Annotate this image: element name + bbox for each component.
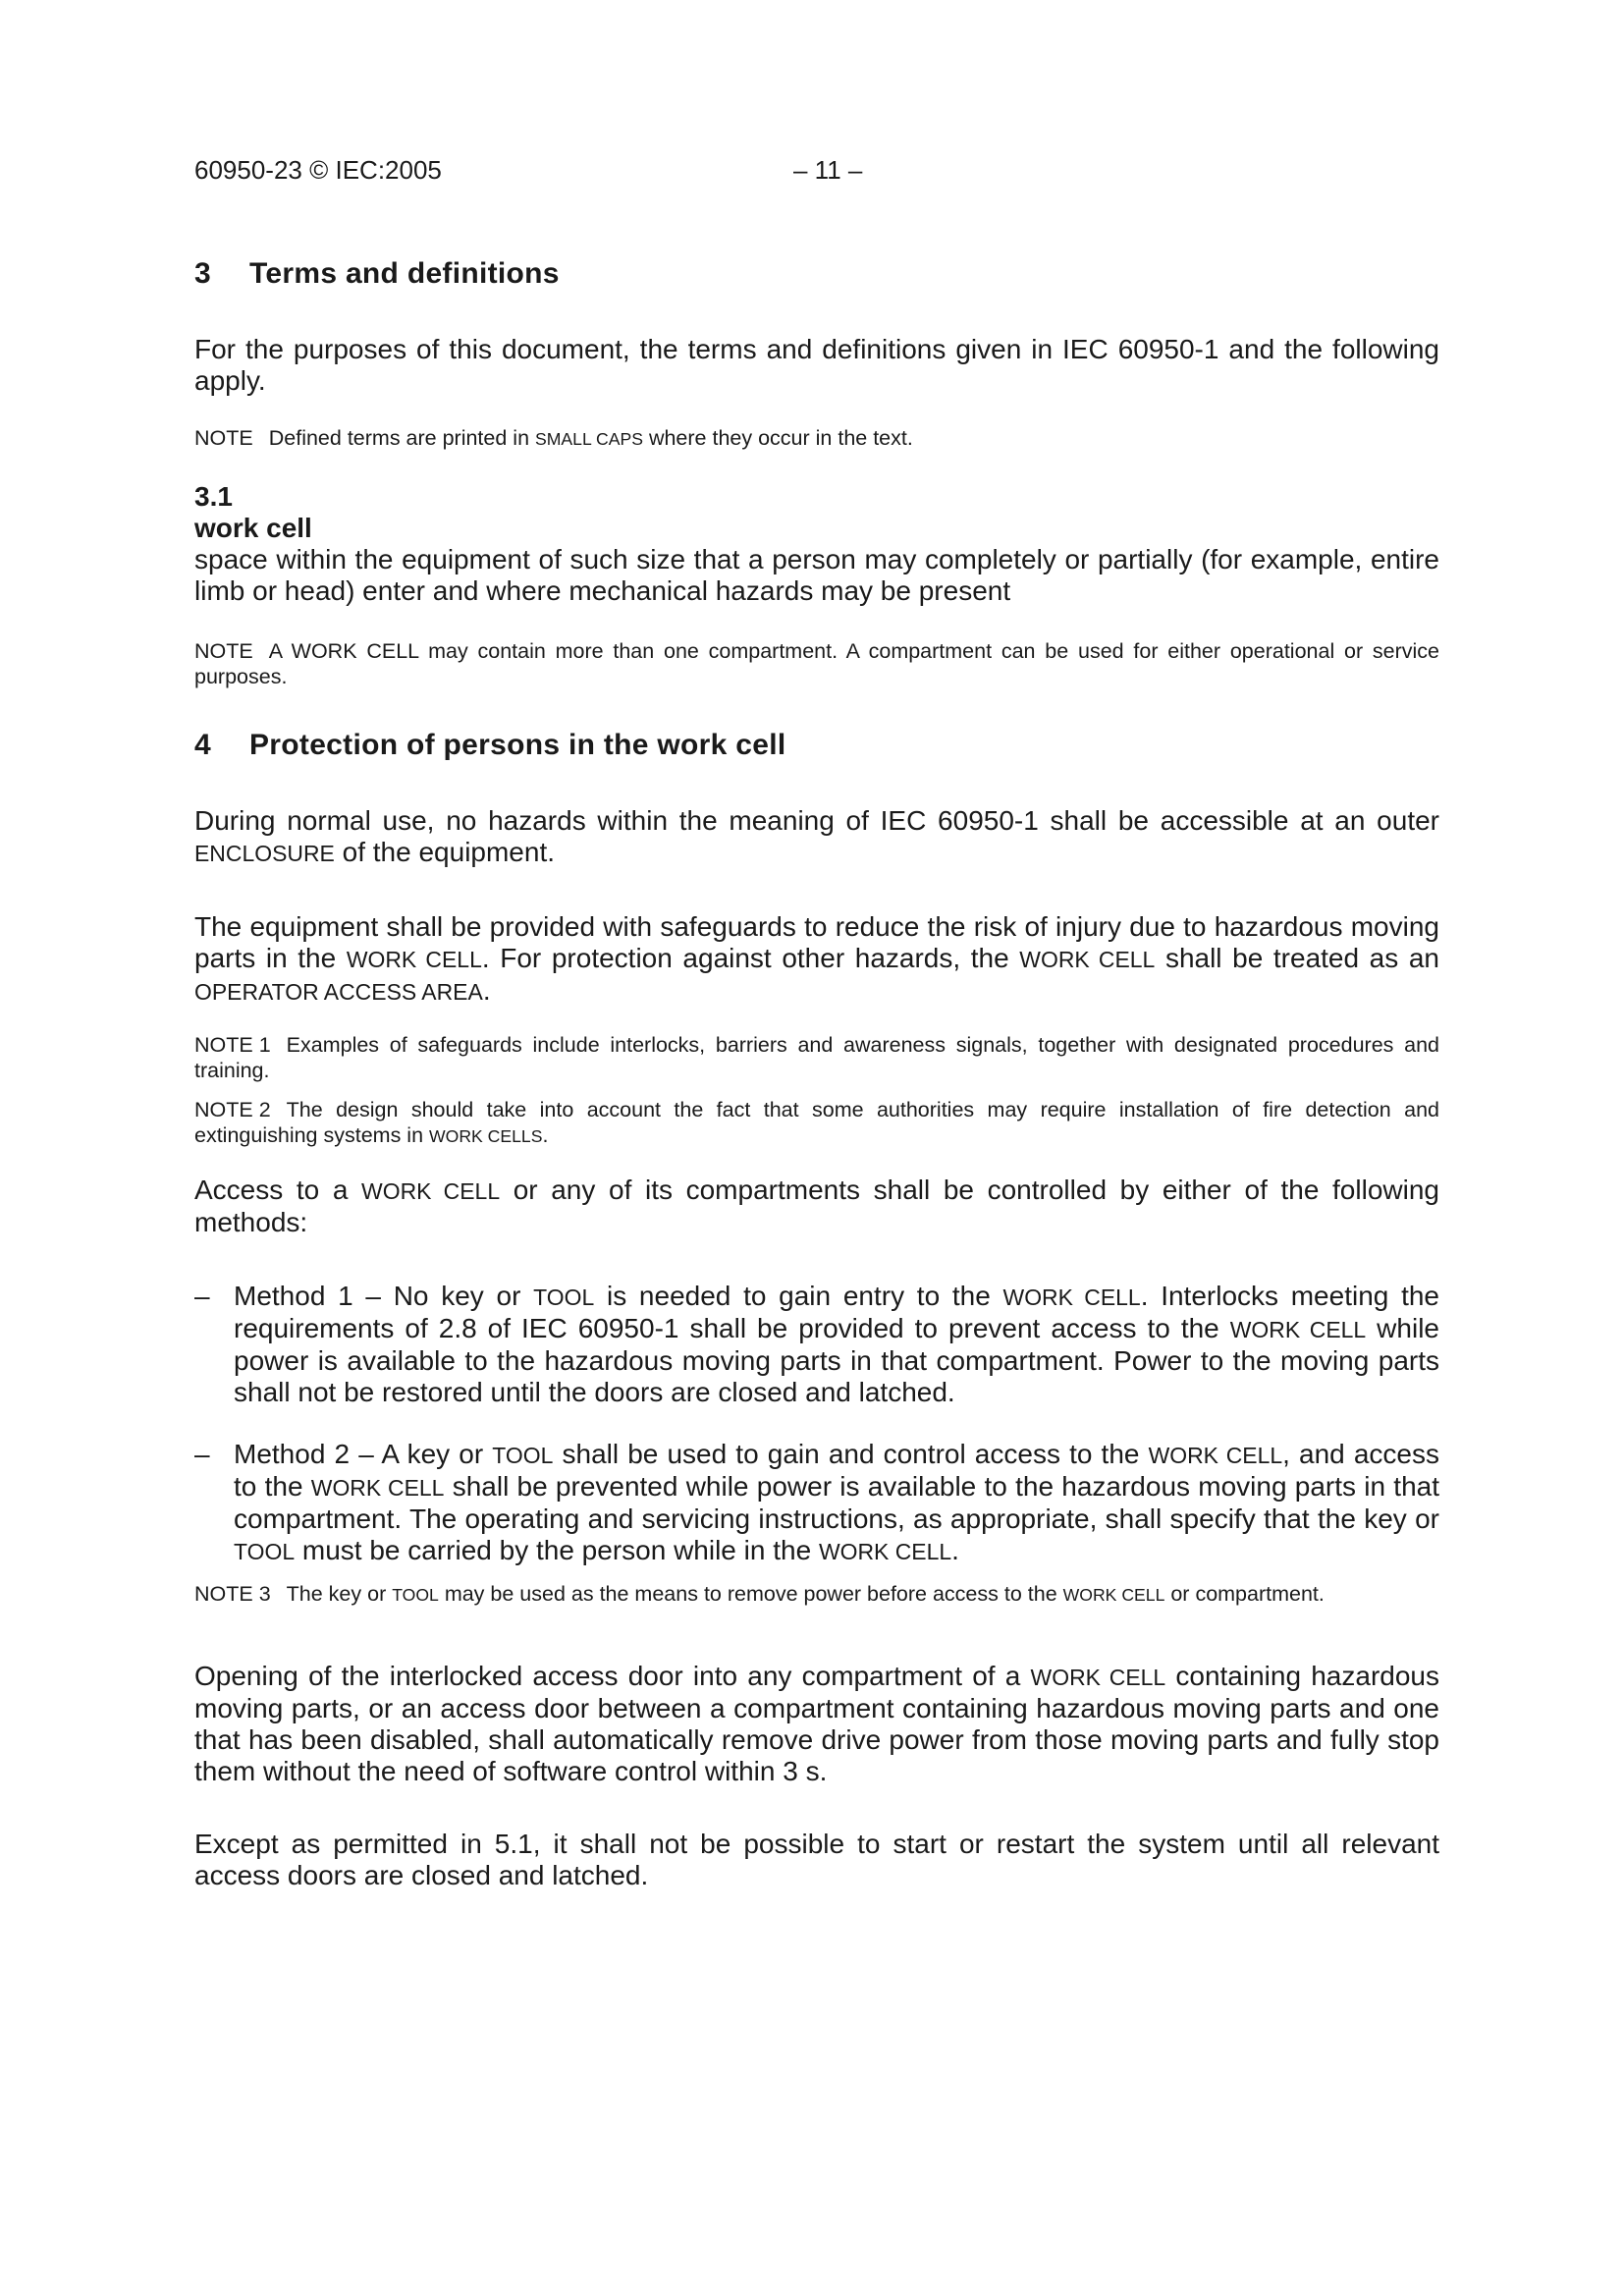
section-4-heading (194, 729, 1439, 762)
defined-term: TOOL (234, 1539, 296, 1564)
section-number: 4 (194, 729, 211, 761)
note-label: NOTE 2 (194, 1098, 271, 1121)
defined-term: TOOL (492, 1443, 554, 1468)
section-3-heading (194, 257, 1439, 291)
defined-term: WORK CELL (1229, 1317, 1367, 1342)
defined-term: WORK CELL (1019, 947, 1156, 972)
section-number: 3 (194, 257, 211, 290)
defined-term: TOOL (392, 1585, 439, 1605)
section-4-para-4: Opening of the interlocked access door into any compartment of a WORK CELL containing hazardous moving parts, or an access door between a compartment containing hazardous moving parts and one that has been disabled, shall automatically remove drive power from those moving parts and fully stop them without the need of software control within 3 s. (194, 1661, 1439, 1786)
section-3-intro: For the purposes of this document, the terms and definitions given in IEC 60950-1 and the following apply. (194, 334, 1439, 396)
defined-term: WORK CELL (1148, 1443, 1283, 1468)
defined-term: ENCLOSURE (194, 841, 335, 866)
section-4-note-3: NOTE 3 The key or TOOL may be used as the means to remove power before access to the WORK CELL or compartment. (194, 1582, 1325, 1606)
note-label: NOTE (194, 426, 253, 450)
defined-term: WORK CELL (1002, 1285, 1141, 1310)
term-definition: space within the equipment of such size that a person may completely or partially (for example, entire limb or head) enter and where mechanical hazards may be present (194, 544, 1439, 606)
section-4-para-2: The equipment shall be provided with safeguards to reduce the risk of injury due to hazardous moving parts in the WORK CELL. For protection against other hazards, the WORK CELL shall be treated as an OPERATOR ACCESS AREA. (194, 911, 1440, 1006)
section-3-note: NOTE Defined terms are printed in SMALL CAPS where they occur in the text. (194, 426, 913, 450)
defined-term: WORK CELL (1030, 1665, 1166, 1690)
defined-term: TOOL (533, 1285, 595, 1310)
section-4-note-2: NOTE 2 The design should take into account the fact that some authorities may require installation of fire detection and extinguishing systems in WORK CELLS. (194, 1098, 1439, 1147)
page-number: – 11 – (793, 155, 863, 185)
defined-term: OPERATOR ACCESS AREA (194, 979, 483, 1005)
method-1-text: Method 1 – No key or TOOL is needed to gain entry to the WORK CELL. Interlocks meeting the requirements of 2.8 of IEC 60950-1 shall be provided to prevent access to the WORK CELL while power is available to the hazardous moving parts in that compartment. Power to the moving parts shall not be restored until the doors are closed and latched. (234, 1281, 1440, 1407)
term-name: work cell (194, 513, 312, 543)
note-label: NOTE 3 (194, 1582, 271, 1606)
section-4-para-1: During normal use, no hazards within the meaning of IEC 60950-1 shall be accessible at an outer ENCLOSURE of the equipment. (194, 805, 1439, 867)
section-4-note-1: NOTE 1 Examples of safeguards include interlocks, barriers and awareness signals, together with designated procedures and training. (194, 1033, 1439, 1082)
method-2-text: Method 2 – A key or TOOL shall be used to gain and control access to the WORK CELL, and access to the WORK CELL shall be prevented while power is available to the hazardous moving parts in that compartment. The operating and servicing instructions, as appropriate, shall specify that the key or TOOL must be carried by the person while in the WORK CELL. (234, 1439, 1440, 1565)
list-item-method-2 (194, 1439, 1439, 1567)
section-4-para-5: Except as permitted in 5.1, it shall not be possible to start or restart the system until all relevant access doors are closed and latched. (194, 1829, 1439, 1890)
page-header (194, 155, 1439, 191)
defined-term: WORK CELL (1062, 1585, 1165, 1605)
note-label: NOTE 1 (194, 1033, 271, 1057)
section-title: Protection of persons in the work cell (249, 729, 786, 761)
note-label: NOTE (194, 639, 253, 663)
defined-term: WORK CELL (361, 1178, 501, 1204)
small-caps-term: SMALL CAPS (535, 429, 643, 449)
term-note: NOTE A WORK CELL may contain more than one compartment. A compartment can be used for either operational or service purposes. (194, 639, 1439, 688)
list-dash: – (194, 1439, 210, 1469)
defined-term: WORK CELL (346, 947, 482, 972)
defined-term: WORK CELLS (429, 1126, 543, 1146)
section-4-para-3: Access to a WORK CELL or any of its compartments shall be controlled by either of the following methods: (194, 1175, 1439, 1237)
defined-term: WORK CELL (818, 1539, 952, 1564)
section-title: Terms and definitions (249, 257, 560, 290)
defined-term: WORK CELL (310, 1475, 445, 1501)
list-dash: – (194, 1281, 210, 1311)
list-item-method-1 (194, 1281, 1439, 1408)
standard-reference: 60950-23 © IEC:2005 (194, 155, 442, 185)
term-number: 3.1 (194, 481, 233, 512)
